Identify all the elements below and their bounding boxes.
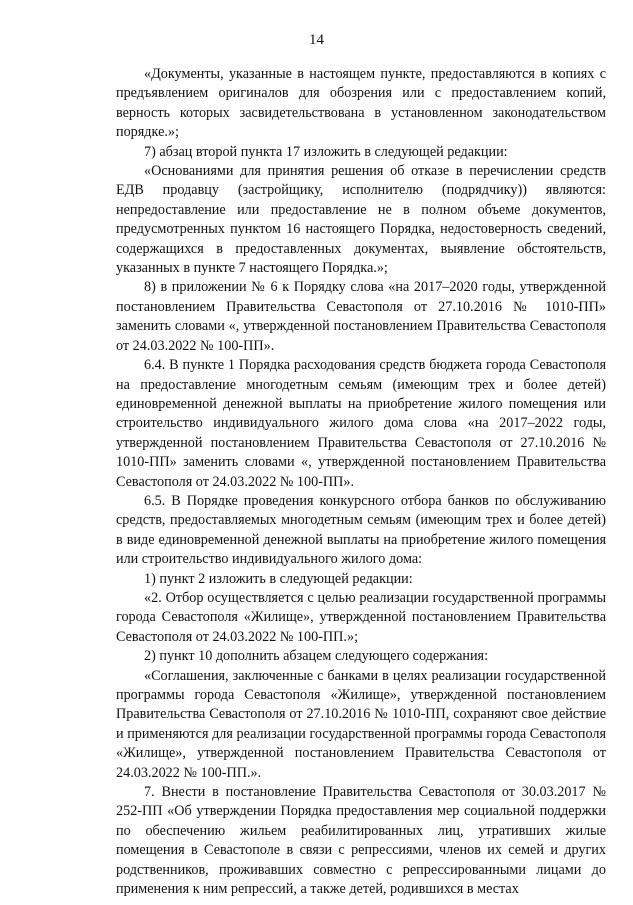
document-body (116, 65, 606, 899)
paragraph-refusal-grounds: «Основаниями для принятия решения об отказе в перечислении средств ЕДВ продавцу (застройщику, исполнителю (подрядчику)) являются: непредоставление или предоставление не в полном объеме документов, предусмотренных пунктом 16 настоящего Порядка, недостоверность сведений, содержащихся в предоставленных документах, выявление обстоятельств, указанных в пункте 7 настоящего Порядка.»; (116, 163, 606, 277)
paragraph-item-8: 8) в приложении № 6 к Порядку слова «на 2017–2020 годы, утвержденной постановлением Правительства Севастополя от 27.10.2016 № 1010-ПП» заменить словами «, утвержденной постановлением Правительства Севастополя от 24.03.2022 № 100-ПП». (116, 279, 606, 354)
paragraph-selection: «2. Отбор осуществляется с целью реализации государственной программы города Севастополя «Жилище», утвержденной постановлением Правительства Севастополя от 24.03.2022 № 100-ПП.»; (116, 589, 606, 645)
paragraph-sub-2: 2) пункт 10 дополнить абзацем следующего содержания: (144, 648, 489, 665)
paragraph-7: 7. Внести в постановление Правительства Севастополя от 30.03.2017 № 252-ПП «Об утверждении Порядка предоставления мер социальной поддержки по обеспечению жильем реабилитированных лиц, утративших жилые помещения в Севастополе в связи с репрессиями, членов их семей и других родственников, проживавших совместно с репрессированными лицами до применения к ним репрессий, а также детей, родившихся в местах (116, 784, 606, 898)
page-number: 14 (309, 32, 324, 48)
paragraph-item-7: 7) абзац второй пункта 17 изложить в следующей редакции: (144, 143, 508, 160)
paragraph-agreements: «Соглашения, заключенные с банками в целях реализации государственной программы города Севастополя «Жилище», утвержденной постановлением Правительства Севастополя от 27.10.2016 № 1010-ПП, сохраняют свое действие и применяются для реализации государственной программы города Севастополя «Жилище», утвержденной постановлением Правительства Севастополя от 24.03.2022 № 100-ПП.». (116, 667, 606, 781)
paragraph-6-4: 6.4. В пункте 1 Порядка расходования средств бюджета города Севастополя на предоставление многодетным семьям (имеющим трех и более детей) единовременной денежной выплаты на приобретение жилого помещения или строительство индивидуального жилого дома слова «на 2017–2022 годы, утвержденной постановлением Правительства Севастополя от 27.10.2016 № 1010-ПП» заменить словами «, утвержденной постановлением Правительства Севастополя от 24.03.2022 № 100-ПП». (116, 357, 606, 490)
paragraph-6-5: 6.5. В Порядке проведения конкурсного отбора банков по обслуживанию средств, предоставляемых многодетным семьям (имеющим трех и более детей) в виде единовременной денежной выплаты на приобретение жилого помещения или строительство индивидуального жилого дома: (116, 492, 606, 568)
paragraph-sub-1: 1) пункт 2 изложить в следующей редакции: (144, 570, 413, 587)
paragraph-documents-copies: «Документы, указанные в настоящем пункте, предоставляются в копиях с предъявлением оригиналов для обозрения или с предоставлением копий, верность которых засвидетельствована в установленном законодательством порядке.»; (116, 66, 606, 141)
